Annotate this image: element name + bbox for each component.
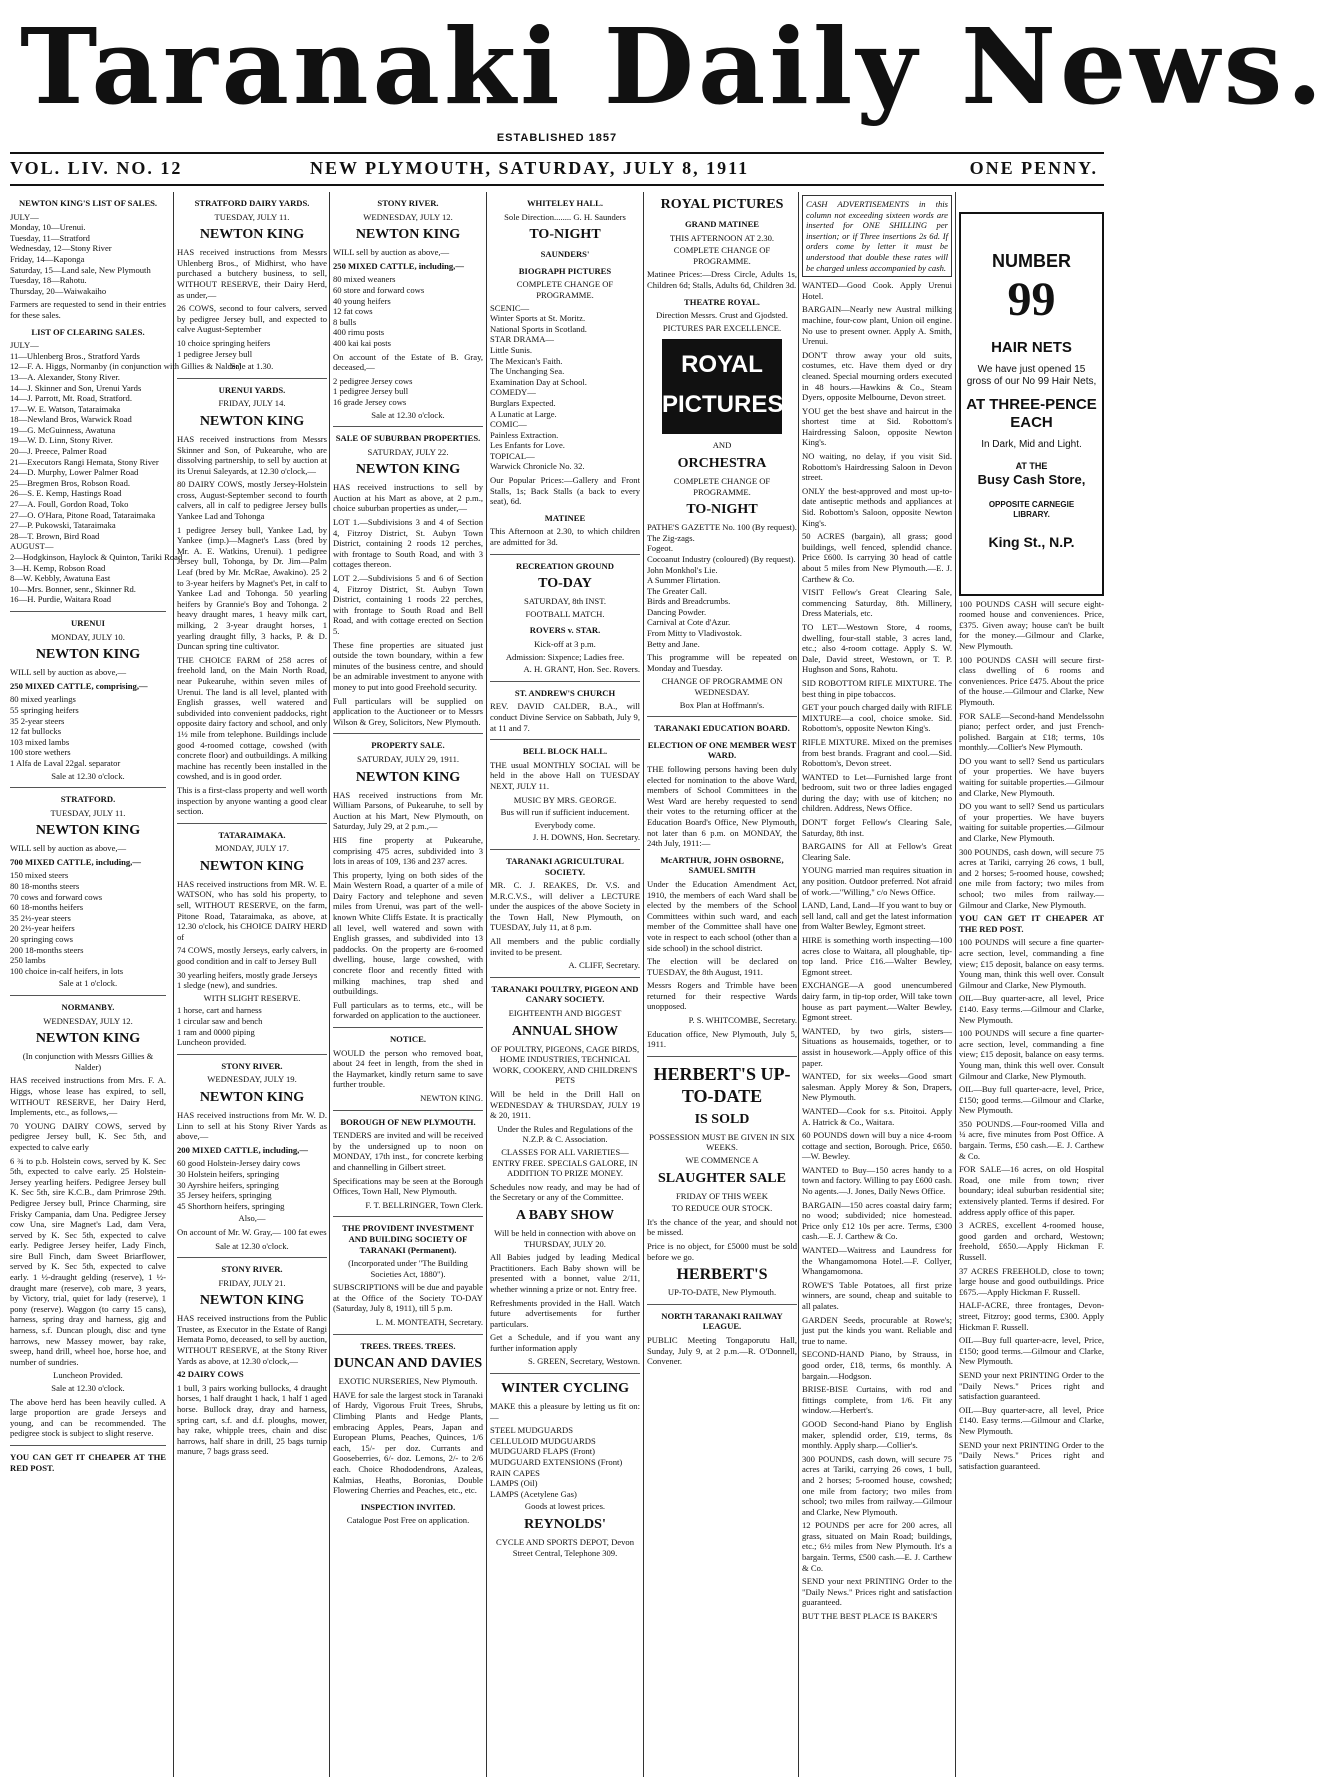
sales-list-heading: NEWTON KING'S LIST OF SALES. <box>18 198 158 208</box>
nursery-name: DUNCAN AND DAVIES <box>333 1356 483 1372</box>
classified-ad: OIL—Buy quarter-acre, all level, Price £140. Easy terms.—Gilmour and Clarke, New Plymouth. <box>959 993 1104 1025</box>
established-line: ESTABLISHED 1857 <box>496 132 618 144</box>
classified-ad: DO you want to sell? Send us particulars of your properties. We have buyers waiting for suitable properties.—Gilmour and Clarke, New Plymouth. <box>959 801 1104 844</box>
auctioneer-name: NEWTON KING <box>35 1031 141 1047</box>
sales-list: JULY— Monday, 10—Urenui. Tuesday, 11—Stratford Wednesday, 12—Stony River Friday, 14—Kaponga Saturday, 15—Land sale, New Plymouth Tuesday, 18—Rahotu. Thursday, 20—Waiwakaiho <box>10 211 151 296</box>
dateline-rule <box>10 184 1104 186</box>
classified-ad: 50 ACRES (bargain), all grass; good buildings, well fenced, splendid chance. Price £600. Is carrying 30 head of cattle about 5 miles from New Plymouth.—E. J. Carthew & Co. <box>802 531 952 584</box>
classified-ad: 37 ACRES FREEHOLD, close to town; large house and good outbuildings. Price £675.—Apply Hickman F. Russell. <box>959 1265 1104 1297</box>
classified-ad: WANTED to Buy—150 acres handy to a town and factory. Willing to pay £600 cash. No agents.—J. Jones, Daily News Office. <box>802 1164 953 1197</box>
auctioneer-name: NEWTON KING <box>355 769 461 785</box>
classified-ad: DON'T throw away your old suits, costumes, etc. Have them dyed or dry cleaned. Special mourning orders executed in 48 hours.—Hawkins & Co., Steam Dyers, opposite Melbourne, Devon street. <box>802 349 952 403</box>
classified-ad: TO LET—Westown Store, 4 rooms, dwelling, four-stall stable, 3 acres land, etc.; also 4-room cottage. Apply S. W. Dale, David street, Westown, or T. P. Hughson and Sons, Rahotu. <box>802 621 952 675</box>
volume-number: VOL. LIV. NO. 12 <box>10 158 183 178</box>
classified-ad: DO you want to sell? Send us particulars of your properties. We have buyers waiting for suitable properties.—Gilmour and Clarke, New Plymouth. <box>959 755 1104 798</box>
price: ONE PENNY. <box>969 158 1098 178</box>
newspaper-title: Taranaki Daily News. <box>20 5 1327 128</box>
classified-ad: OIL—Buy full quarter-acre, level, Price, £150; good terms.—Gilmour and Clarke, New Plymouth. <box>959 1084 1104 1116</box>
cash-ads-notice: CASH ADVERTISEMENTS in this column not exceeding sixteen words are inserted for ONE SHILLING per insertion; or if Three insertions 2s 6d. If orders come by letter it must be understood that double these rates will be charged unless accompanied by cash. <box>802 195 952 277</box>
masthead <box>0 0 1327 150</box>
classified-ad: SECOND-HAND Piano, by Strauss, in good order, £18, terms, 6s monthly. A bargain.—Hodgson. <box>802 1349 952 1381</box>
classified-ad: EXCHANGE—A good unencumbered dairy farm, in tip-top order, Will take town house as part payment.—Walter Bewley, Egmont street. <box>802 980 952 1023</box>
clearing-sales-heading: LIST OF CLEARING SALES. <box>31 326 145 337</box>
columns <box>10 192 1104 1777</box>
auctioneer-name: NEWTON KING <box>355 227 461 243</box>
classified-ad: WANTED—Good Cook. Apply Urenui Hotel. <box>802 280 952 301</box>
classified-ad: 12 POUNDS per acre for 200 acres, all grass, situated on Main Road; buildings, etc.; 6½ miles from New Plymouth. It's a bargain. Terms, £500 cash.—E. J. Carthew & Co. <box>802 1520 952 1573</box>
classified-ad: VISIT Fellow's Great Clearing Sale, commencing Saturday, 8th. Millinery, Dress Materials, etc. <box>802 587 952 619</box>
classified-ad: OIL—Buy quarter-acre, all level, Price £140. Easy terms.—Gilmour and Clarke, New Plymouth. <box>959 1404 1104 1436</box>
auctioneer-name: NEWTON KING <box>199 858 305 874</box>
classified-ad: HIRE is something worth inspecting—100 acres close to Waitara, all ploughable, tip-top land. Price £16.—Walter Bewley, Egmont street. <box>802 935 952 977</box>
classified-ad: BARGAINS for All at Fellow's Great Clearing Sale. <box>802 841 952 862</box>
classified-ad: BARGAIN—150 acres coastal dairy farm; no wood; subdivided; nice homestead. Price only £12 10s per acre. Terms, £300 cash.—E. J. Carthew & Co. <box>802 1199 952 1242</box>
classified-ad: WANTED to Let—Furnished large front bedroom, suit two or three ladies engaged during the day; with use of kitchen; no children. Address, News Office. <box>802 771 952 814</box>
classified-ad: HALF-ACRE, three frontages, Devon-street, Fitzroy; good terms, £300. Apply Hickman F. Russell. <box>959 1300 1104 1332</box>
classified-ad: WANTED—Cook for s.s. Pitoitoi. Apply A. Hatrick & Co., Waitara. <box>802 1105 952 1127</box>
classified-ad: SEND your next PRINTING Order to the "Daily News." Prices right and satisfaction guaranteed. <box>959 1369 1104 1402</box>
auctioneer-name: NEWTON KING <box>199 1293 305 1309</box>
classified-ad: SEND your next PRINTING Order to the "Daily News." Prices right and satisfaction guaranteed. <box>959 1439 1104 1471</box>
auctioneer-name: NEWTON KING <box>35 823 141 839</box>
classified-ad: WANTED, for six weeks—Good smart salesman. Apply Morey & Son, Drapers, New Plymouth. <box>802 1071 952 1103</box>
classified-ad: DON'T forget Fellow's Clearing Sale, Saturday, 8th inst. <box>802 817 952 838</box>
classified-ad: LAND, Land, Land—If you want to buy or sell land, call and get the latest information from Walter Bewley, Egmont street. <box>802 900 952 932</box>
classified-ad: 100 POUNDS CASH will secure first-class dwelling of 6 rooms and conveniences. Price £475. About the price of the house.—Gilmour and Clarke, New Plymouth. <box>959 654 1104 707</box>
auctioneer-name: NEWTON KING <box>199 227 305 243</box>
issue-date: NEW PLYMOUTH, SATURDAY, JULY 8, 1911 <box>310 158 750 178</box>
classified-ad: 100 POUNDS will secure a fine quarter-acre section, level, commanding a fine view; £15 deposit, balance on easy terms. Young man, think this well over. Consult Gilmour and Clarke, New Plymouth. <box>959 937 1104 990</box>
classified-ad: GOOD Second-hand Piano by English maker, splendid order, £19, terms, 8s monthly. Apply sharp.—Collier's. <box>802 1418 952 1451</box>
classified-ad: 3 ACRES, excellent 4-roomed house, good garden and orchard, Westown; freehold, £650.—Apply Hickman F. Russell. <box>959 1220 1104 1262</box>
classified-ad: 60 POUNDS down will buy a nice 4-room cottage and section, Borough. Price, £650.—W. Bewley. <box>802 1130 952 1162</box>
column-3: STONY RIVER. WEDNESDAY, JULY 12. NEWTON KING WILL sell by auction as above,— 250 MIXED CATTLE, including,— 80 mixed weaners 60 store and forward cows 40 young heifers 12 fat cows 8 bulls 400 rimu posts 400 kai kai posts On account of the Estate of B. Gray, deceased,— 2 pedigree Jersey cows 1 pedigree Jersey bull 16 grade Jersey cows Sale at 12.30 o'clock. SALE OF SUBURBAN PROPERTIES. SATURDAY, JULY 22. NEWTON KING HAS received instructions to sell by Auction at his Mart as above, at 2 p.m., choice suburban properties as under,— LOT 1.—Subdivisions 3 and 4 of Section 4, Fitzroy District, St. Aubyn Town District, containing 2 roods 12 perches, with frontage to South Road, and with 3 cottages thereon. LOT 2.—Subdivisions 5 and 6 of Section 4, Fitzroy District, St. Aubyn Town District, containing 1 roods 22 perches, with frontage to South Road and Bell Road, and with cottage erected on Section 5. These fine properties are situated just outside the town boundary, within a few minutes of the business centre, and should be an admirable investment to anyone with money to put into good Freehold security. Full particulars will be supplied on application to the Auctioneer or to Messrs Wilson & Grey, Solicitors, New Plymouth. PROPERTY SALE. SATURDAY, JULY 29, 1911. NEWTON KING HAS received instructions from Mr. William Parsons, of Pukearuhe, to sell by Auction at his Mart, New Plymouth, on Saturday, July 29, at 2 p.m.,— HIS fine property at Pukearuhe, comprising 475 acres, subdivided into 3 lots in areas of 109, 136 and 237 acres. This property, lying on both sides of the Main Western Road, a quarter of a mile of Dairy Factory and telephone and seven miles from Urenui, was part of the well-known White Cliffs Estate. It is practically all level, well watered and sown with English grasses, and subdivided into 13 paddocks. On the property are 6-roomed dwelling, house, large cowshed, with concrete floor and recently fitted with milking machines, trap shed and outbuildings. Full particulars as to terms, etc., will be forwarded on application to the auctioneer. NOTICE. WOULD the person who removed boat, about 24 feet in length, from the shed in the Haymarket, kindly return same to save further trouble. NEWTON KING. BOROUGH OF NEW PLYMOUTH. TENDERS are invited and will be received by the undersigned up to noon on MONDAY, 17th inst., for concrete kerbing and channelling in Gilbert street. Specifications may be seen at the Borough Offices, Town Hall, New Plymouth. F. T. BELLRINGER, Town Clerk. THE PROVIDENT INVESTMENT AND BUILDING SOCIETY OF TARANAKI (Permanent). (Incorporated under "The Building Societies Act, 1880"). SUBSCRIPTIONS will be due and payable at the Office of the Society TO-DAY (Saturday, July 8, 1911), till 5 p.m. L. M. MONTEATH, Secretary. TREES. TREES. TREES. DUNCAN AND DAVIES EXOTIC NURSERIES, New Plymouth. HAVE for sale the largest stock in Taranaki of Hardy, Vigorous Fruit Trees, Shrubs, Climbing Plants and Hedge Plants, embracing Apples, Pears, Japan and European Plums, Peaches, Quinces, 1/6 each, 15/- per doz. Currants and Gooseberries, 6/- doz. Lemons, 2/- to 2/6 each. Choice Rhododendrons, Azaleas, Kalmias, Heaths, Boronias, Double Flowering Cherries and Peaches, etc., etc. INSPECTION INVITED. Catalogue Post Free on application. <box>333 198 483 1526</box>
classified-ad: WANTED—Waitress and Laundress for the Whangamomona Hotel.—F. Collyer, Whangamomona. <box>802 1245 952 1277</box>
auctioneer-name: NEWTON KING <box>35 647 141 663</box>
classified-ad: SEND your next PRINTING Order to the "Daily News." Prices right and satisfaction guaranteed. <box>802 1576 952 1608</box>
classified-ad: YOU CAN GET IT CHEAPER AT THE RED POST. <box>959 913 1104 934</box>
classified-ad: 300 POUNDS, cash down, will secure 75 acres at Tariki, carrying 26 cows, 1 bull, and 2 horses; 5-roomed house, cowshed; one mile from factory; two miles from school; two miles from railway.—Gilmour and Clarke, New Plymouth. <box>802 1453 952 1517</box>
classified-ad: OIL—Buy full quarter-acre, level, Price, £150; good terms.—Gilmour and Clarke, New Plymouth. <box>959 1335 1104 1367</box>
classified-ad: BARGAIN—Nearly new Austral milking machine, four-cow plant, Union oil engine. No use to present owner. Apply A. Smith, Urenui. <box>802 304 952 347</box>
classified-ad: ROWE'S Table Potatoes, all first prize winners, are sound, cheap and suitable to all palates. <box>802 1279 952 1311</box>
classified-ad: 100 POUNDS will secure a fine quarter-acre section, level, commanding a fine view; £15 deposit, balance on easy terms. Young man, think this well over. Consult Gilmour and Clarke, New Plymouth. <box>959 1028 1104 1081</box>
clearing-sales-list: JULY— 11—Uhlenberg Bros., Stratford Yards 12—F. A. Higgs, Normanby (in conjunction with Gillies & Nalder) 13—A. Alexander, Stony River. 14—J. Skinner and Son, Urenui Yards 14—J. Parrott, Mt. Road, Stratford. 17—W. E. Watson, Tataraimaka 18—Newland Bros, Warwick Road 19—G. McGuinness, Awatuna 19—W. D. Linn, Stony River. 20—J. Preece, Palmer Road 21—Executors Rangi Hemata, Stony River 24—D. Murphy, Lower Palmer Road 25—Bregmen Bros, Robson Road. 26—S. E. Kemp, Hastings Road 27—A. Foull, Gordon Road, Toko 27—O. O'Hara, Pitone Road, Tataraimaka 27—P. Pukowski, Tataraimaka 28—T. Brown, Bird Road AUGUST— 2—Hodgkinson, Haylock & Quinton, Tariki Road 3—H. Kemp, Robson Road 8—W. Kebbly, Awatuna East 10—Mrs. Bonner, senr., Skinner Rd. 16—H. Purdie, Waitara Road <box>10 340 242 605</box>
column-7 <box>959 192 1104 1777</box>
classified-ad: 300 POUNDS, cash down, will secure 75 acres at Tariki, carrying 26 cows, 1 bull, and 2 horses; 5-roomed house, cowshed; one mile from factory; two miles from school; two miles from railway.—Gilmour and Clarke, New Plymouth. <box>959 846 1104 910</box>
top-rule <box>10 152 1104 154</box>
auctioneer-name: NEWTON KING <box>355 462 461 478</box>
classified-ad: BRISE-BISE Curtains, with rod and fittings complete, from 1/6. Fit any window.—Herbert's. <box>802 1384 952 1416</box>
classified-ad: WANTED, by two girls, sisters—Situations as housemaids, together, or to assist in housework.—Apply office of this paper. <box>802 1025 952 1068</box>
classified-ad: NO waiting, no delay, if you visit Sid. Robottom's Hairdressing Saloon in Devon street. <box>802 451 952 483</box>
column-2: STRATFORD DAIRY YARDS. TUESDAY, JULY 11. NEWTON KING HAS received instructions from Messrs Uhlenberg Bros., of Midhirst, who have purchased a butchery business, to sell, WITHOUT RESERVE, their Dairy Herd, as under,— 26 COWS, second to four calvers, served by pedigree Jersey bull, and expected to calve August-September 10 choice springing heifers 1 pedigree Jersey bull Sale at 1.30. URENUI YARDS. FRIDAY, JULY 14. NEWTON KING HAS received instructions from Messrs Skinner and Son, of Pukearuhe, who are dissolving partnership, to sell by auction at its Urenui Saleyards, at 12.30 o'clock,— 80 DAIRY COWS, mostly Jersey-Holstein cross, August-September second to fourth calvers, all in calf to pedigree Jersey bulls Yankee Lad and Tohonga 1 pedigree Jersey bull, Yankee Lad, by Yankee (imp.)—Magnet's Lass (bred by Mr. A. E. Watkins, Urenui). 1 pedigree Jersey bull, Tohonga, by Dr. Jim—Palm Leaf (bred by Mr. McRae, Awakino). 25 2 to 3-year heifers by Magnet's Pet, in calf to Yankee Lad and Tohonga. 50 yearling heifers by Grannie's Boy and Tohonga. 2 heavy draught mares, 1 heavy milk cart, milking, 2 3-year draught horses, 1 yearling draught filly, 3 hacks, P. & D. Duncan spring tine cultivator. THE CHOICE FARM of 258 acres of freehold land, on the Main North Road, near Pukearuhe, within seven miles of Urenui. The land is all level, planted with English grasses, well watered and subdivided into convenient paddocks, right opposite dairy factory and school, and only 1½ mile from telephone. Buildings include good 4-roomed cottage, cowshed (with concrete floor) and outbuildings. A milking machine has recently been installed in the cowshed, and is in good order. This is a first-class property and well worth inspection by anyone wanting a good clear section. TATARAIMAKA. MONDAY, JULY 17. NEWTON KING HAS received instructions from MR. W. E. WATSON, who has sold his property, to sell, WITHOUT RESERVE, on the farm, Pitone Road, Tataraimaka, as above, at 12.30 o'clock, his CHOICE DAIRY HERD of 74 COWS, mostly Jerseys, early calvers, in good condition and in calf to Jersey Bull 30 yearling heifers, mostly grade Jerseys 1 sledge (new), and sundries. WITH SLIGHT RESERVE. 1 horse, cart and harness 1 circular saw and bench 1 ram and 0000 piping Luncheon provided. STONY RIVER. WEDNESDAY, JULY 19. NEWTON KING HAS received instructions from Mr. W. D. Linn to sell at his Stony River Yards as above,— 200 MIXED CATTLE, including,— 60 good Holstein-Jersey dairy cows 30 Holstein heifers, springing 30 Ayrshire heifers, springing 35 Jersey heifers, springing 45 Shorthorn heifers, springing Also,— On account of Mr. W. Gray,— 100 fat ewes Sale at 12.30 o'clock. STONY RIVER. FRIDAY, JULY 21. NEWTON KING HAS received instructions from the Public Trustee, as Executor in the Estate of Rangi Hemata Pomo, deceased, to sell by auction, WITHOUT RESERVE, at the Stony River Yards as above, at 12.30 o'clock,— 42 DAIRY COWS 1 bull, 3 pairs working bullocks, 4 draught horses, 1 half draught 1 hack, 1 half 1 aged horse. Bullock dray, dray and harness, spring cart, s.f. and d.f. ploughs, mower, hay rake, whipple trees, chain and disc harrows, half share in drill, 25 bags turnip manure, 7 bags grass seed. <box>177 198 327 1457</box>
royal-pictures-logo: ROYAL PICTURES <box>662 339 782 434</box>
classified-ad: FOR SALE—Second-hand Mendelssohn piano; perfect order, and just French-polished. Bargain at £18; terms, 10s monthly.—Collier's New Plymouth. <box>959 710 1104 753</box>
classified-ad: 350 POUNDS.—Four-roomed Villa and ¼ acre, five minutes from Post Office. A bargain. Terms, £50 cash.—E. J. Carthew & Co. <box>959 1118 1104 1161</box>
classified-ad: YOU get the best shave and haircut in the shortest time at Sid. Robottom's Hairdressing Saloon, opposite Newton King's. <box>802 405 952 448</box>
column-4: WHITELEY HALL. Sole Direction........ G. H. Saunders TO-NIGHT SAUNDERS' BIOGRAPH PICTURES COMPLETE CHANGE OF PROGRAMME. SCENIC— Winter Sports at St. Moritz. National Sports in Scotland. STAR DRAMA— Little Sunis. The Mexican's Faith. The Unchanging Sea. Examination Day at School. COMEDY— Burglars Expected. A Lunatic at Large. COMIC— Painless Extraction. Les Enfants for Love. TOPICAL— Warwick Chronicle No. 32. Our Popular Prices:—Gallery and Front Stalls, 1s; Back Stalls (a back to every seat), 6d. MATINEE This Afternoon at 2.30, to which children are admitted for 3d. RECREATION GROUND TO-DAY SATURDAY, 8th INST. FOOTBALL MATCH. ROVERS v. STAR. Kick-off at 3 p.m. Admission: Sixpence; Ladies free. A. H. GRANT, Hon. Sec. Rovers. ST. ANDREW'S CHURCH REV. DAVID CALDER, B.A., will conduct Divine Service on Sabbath, July 9, at 11 and 7. BELL BLOCK HALL. THE usual MONTHLY SOCIAL will be held in the above Hall on TUESDAY NEXT, JULY 11. MUSIC BY MRS. GEORGE. Bus will run if sufficient inducement. Everybody come. J. H. DOWNS, Hon. Secretary. TARANAKI AGRICULTURAL SOCIETY. MR. C. J. REAKES, Dr. V.S. and M.R.C.V.S., will deliver a LECTURE under the auspices of the above Society in the Town Hall, New Plymouth, on TUESDAY, July 11, at 8 p.m. All members and the public cordially invited to be present. A. CLIFF, Secretary. TARANAKI POULTRY, PIGEON AND CANARY SOCIETY. EIGHTEENTH AND BIGGEST ANNUAL SHOW OF POULTRY, PIGEONS, CAGE BIRDS, HOME INDUSTRIES, TECHNICAL WORK, COOKERY, AND CHILDREN'S PETS Will be held in the Drill Hall on WEDNESDAY & THURSDAY, JULY 19 & 20, 1911. Under the Rules and Regulations of the N.Z.P. & C. Association. CLASSES FOR ALL VARIETIES—ENTRY FREE. SPECIALS GALORE, IN ADDITION TO PRIZE MONEY. Schedules now ready, and may be had of the Secretary or any of the Committee. A BABY SHOW Will be held in connection with above on THURSDAY, JULY 20. All Babies judged by leading Medical Practitioners. Each Baby shown will be presented with a bonnet, value 2/11, whether winning a prize or not. Entry free. Refreshments provided in the Hall. Watch future advertisements for further particulars. Get a Schedule, and if you want any further information apply S. GREEN, Secretary, Westown. WINTER CYCLING MAKE this a pleasure by letting us fit on:— STEEL MUDGUARDS CELLULOID MUDGUARDS MUDGUARD FLAPS (Front) MUDGUARD EXTENSIONS (Front) RAIN CAPES LAMPS (Oil) LAMPS (Acetylene Gas) Goods at lowest prices. REYNOLDS' CYCLE AND SPORTS DEPOT, Devon Street Central, Telephone 309. <box>490 198 640 1558</box>
dateline <box>10 158 1104 180</box>
classified-ad: RIFLE MIXTURE. Mixed on the premises from best brands. Fragrant and cool.—Sid. Robottom's, Devon street. <box>802 736 952 769</box>
red-post-ad: YOU CAN GET IT CHEAPER AT THE RED POST. <box>10 1451 166 1473</box>
column-5: ROYAL PICTURES GRAND MATINEE THIS AFTERNOON AT 2.30. COMPLETE CHANGE OF PROGRAMME. Matinee Prices:—Dress Circle, Adults 1s, Children 6d; Stalls, Adults 6d, Children 3d. THEATRE ROYAL. Direction Messrs. Crust and Gjodsted. PICTURES PAR EXCELLENCE. ROYAL PICTURES AND ORCHESTRA COMPLETE CHANGE OF PROGRAMME. TO-NIGHT PATHE'S GAZETTE No. 100 (By request). The Zig-zags. Fogeot. Cocoanut Industry (coloured) (By request). John Monkhol's Lie. A Summer Flirtation. The Greater Call. Birds and Breadcrumbs. Dancing Powder. Carnival at Cote d'Azur. From Mitty to Vladivostok. Betty and Jane. This programme will be repeated on Monday and Tuesday. CHANGE OF PROGRAMME ON WEDNESDAY. Box Plan at Hoffmann's. TARANAKI EDUCATION BOARD. ELECTION OF ONE MEMBER WEST WARD. THE following persons having been duly elected for nomination to the above Ward, members of School Committees in the West Ward are hereby requested to send their votes to the returning officer at the Education Board's Office, New Plymouth, not later than 6 p.m. on MONDAY, the 24th July, 1911:— McARTHUR, JOHN OSBORNE, SAMUEL SMITH Under the Education Amendment Act, 1910, the members of each Ward shall be elected by the members of the School Committees within such ward, and each member of the Committee shall have one vote in respect to each school (other than a side school) in the school district. The election will be declared on TUESDAY, the 8th August, 1911. Messrs Rogers and Trimble have been returned for their respective Wards unopposed. P. S. WHITCOMBE, Secretary. Education office, New Plymouth, July 5, 1911. HERBERT'S UP-TO-DATE IS SOLD POSSESSION MUST BE GIVEN IN SIX WEEKS. WE COMMENCE A SLAUGHTER SALE FRIDAY OF THIS WEEK TO REDUCE OUR STOCK. It's the chance of the year, and should not be missed. Price is no object, for £5000 must be sold before we go. HERBERT'S UP-TO-DATE, New Plymouth. NORTH TARANAKI RAILWAY LEAGUE. PUBLIC Meeting Tongaporutu Hall, Sunday, July 9, at 2 p.m.—R. O'Donnell, Convener. <box>647 197 797 1367</box>
hair-nets-ad: NUMBER 99 HAIR NETS We have just opened 15 gross of our No 99 Hair Nets, AT THREE-PENCE EACH In Dark, Mid and Light. AT THE Busy Cash Store, OPPOSITE CARNEGIE LIBRARY. King St., N.P. <box>959 212 1104 596</box>
classified-ad: GET your pouch charged daily with RIFLE MIXTURE—a cool, choice smoke. Sid. Robottom's, opposite Newton King's. <box>802 702 952 734</box>
classified-ad: SID ROBOTTOM RIFLE MIXTURE. The best thing in pipe tobaccos. <box>802 677 952 699</box>
auctioneer-name: NEWTON KING <box>199 413 305 429</box>
column-6 <box>802 192 952 1777</box>
classified-ad: BUT THE BEST PLACE IS BAKER'S <box>802 1611 938 1622</box>
auctioneer-name: NEWTON KING <box>199 1089 305 1105</box>
classified-ad: GARDEN Seeds, procurable at Rowe's; just put the kinds you want. Reliable and true to name. <box>802 1314 952 1346</box>
classified-ad: ONLY the best-approved and most up-to-date antiseptic methods and appliances at Sid. Robottom's Saloon, opposite Newton King's. <box>802 485 952 528</box>
classified-ad: YOUNG married man requires situation in any position. Outdoor preferred. Not afraid of work.—"Willing," c/o News Office. <box>802 865 952 897</box>
classified-ad: FOR SALE—16 acres, on old Hospital Road, one mile from town; river boundary; ideal suburban residential site; extensively planted. Terms if desired. For address apply office of this paper. <box>959 1164 1104 1217</box>
classified-ad: 100 POUNDS CASH will secure eight-roomed house and conveniences. Price, £375. Given away; house can't be built for the money.—Gilmour and Clarke, New Plymouth. <box>959 598 1104 651</box>
column-1: NEWTON KING'S LIST OF SALES. JULY— Monday, 10—Urenui. Tuesday, 11—Stratford Wednesday, 12—Stony River Friday, 14—Kaponga Saturday, 15—Land sale, New Plymouth Tuesday, 18—Rahotu. Thursday, 20—Waiwakaiho Farmers are requested to send in their entries for these sales. LIST OF CLEARING SALES. JULY— 11—Uhlenberg Bros., Stratford Yards 12—F. A. Higgs, Normanby (in conjunction with Gillies & Nalder) 13—A. Alexander, Stony River. 14—J. Skinner and Son, Urenui Yards 14—J. Parrott, Mt. Road, Stratford. 17—W. E. Watson, Tataraimaka 18—Newland Bros, Warwick Road 19—G. McGuinness, Awatuna 19—W. D. Linn, Stony River. 20—J. Preece, Palmer Road 21—Executors Rangi Hemata, Stony River 24—D. Murphy, Lower Palmer Road 25—Bregmen Bros, Robson Road. 26—S. E. Kemp, Hastings Road 27—A. Foull, Gordon Road, Toko 27—O. O'Hara, Pitone Road, Tataraimaka 27—P. Pukowski, Tataraimaka 28—T. Brown, Bird Road AUGUST— 2—Hodgkinson, Haylock & Quinton, Tariki Road 3—H. Kemp, Robson Road 8—W. Kebbly, Awatuna East 10—Mrs. Bonner, senr., Skinner Rd. 16—H. Purdie, Waitara Road URENUI MONDAY, JULY 10. NEWTON KING WILL sell by auction as above,— 250 MIXED CATTLE, comprising,— 80 mixed yearlings 55 springing heifers 35 2-year steers 12 fat bullocks 103 mixed lambs 100 store wethers 1 Alfa de Laval 22gal. separator Sale at 12.30 o'clock. STRATFORD. TUESDAY, JULY 11. NEWTON KING WILL sell by auction as above,— 700 MIXED CATTLE, including,— 150 mixed steers 80 18-months steers 70 cows and forward cows 60 18-months heifers 35 2½-year steers 20 2½-year heifers 20 springing cows 200 18-months steers 250 lambs 100 choice in-calf heifers, in lots Sale at 1 o'clock. NORMANBY. WEDNESDAY, JULY 12. NEWTON KING (In conjunction with Messrs Gillies & Nalder) HAS received instructions from Mrs. F. A. Higgs, whose lease has expired, to sell, WITHOUT RESERVE, her Dairy Herd, Implements, etc., as follows,— 70 YOUNG DAIRY COWS, served by pedigree Jersey bull, K. Sec 5th, and expected to calve early 6 ¾ to p.b. Holstein cows, served by K. Sec 5th, expected to calve early. 25 Holstein-Jersey yearling heifers. Pedigree Jersey bull K. Sec 5th, sire K.C.B., dam Primrose 29th. Pedigree Jersey bull, Prince Charming, sire Frisky Campania, dam Una. Pedigree Jersey cow Una, sire Magnet's Lad, dam Vera, served by K. Sec 5th, expected to calve early. Pedigree Jersey heifer, Lady Finch, sire Bull Finch, dam Sweet Briarflower, served by K. Sec 5th, expected to calve early. 1 ½-draught gelding (reserve), 1 ½-draught mare (reserve), cob mare, 3 years, by Victory, trial, quiet for lady (reserve), 1 pony (reserve). Waggon (to carry 15 cans), harness, spring dray and harness, gig and harness, s.f. Duncan plough, disc and tyne harrows, new Massey mower, bay rake, sweep, hand drill, wheel hoe, horse hoe, and number of sundries. Luncheon Provided. Sale at 12.30 o'clock. The above herd has been heavily culled. A large proportion are grade Jerseys and young, and can be recommended. The pedigree stock is subject to slight reserve. YOU CAN GET IT CHEAPER AT THE RED POST. <box>10 198 242 1473</box>
